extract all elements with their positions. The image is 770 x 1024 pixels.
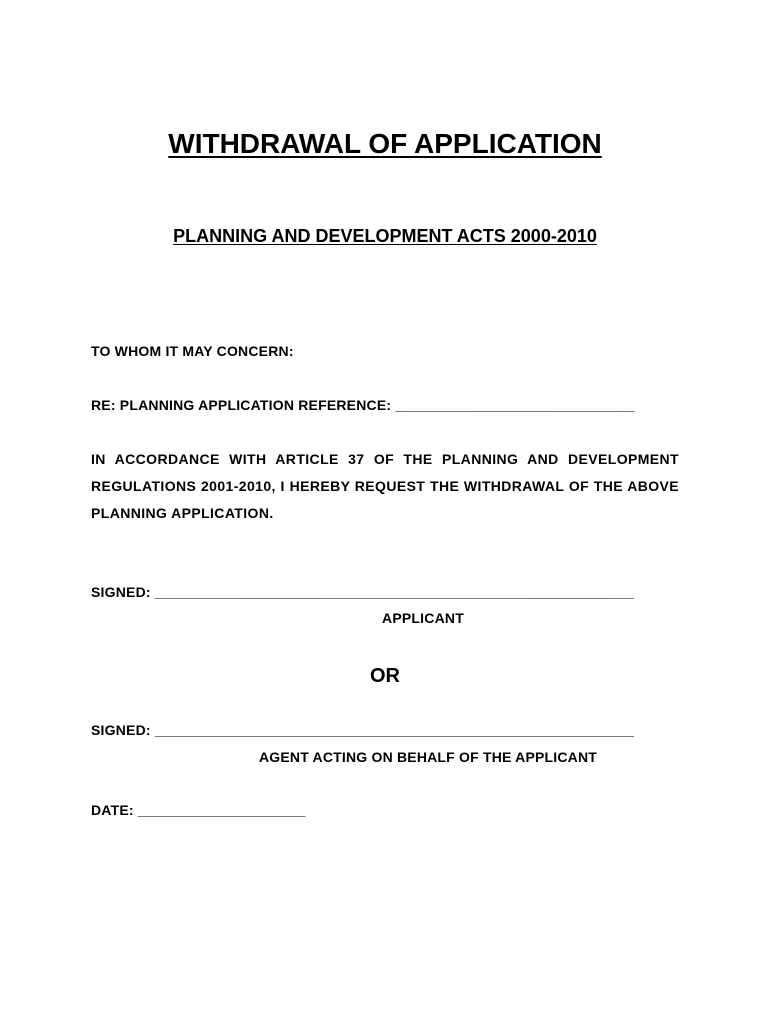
agent-caption: AGENT ACTING ON BEHALF OF THE APPLICANT [258,749,598,765]
salutation: TO WHOM IT MAY CONCERN: [91,343,294,359]
request-paragraph: IN ACCORDANCE WITH ARTICLE 37 OF THE PLANNING AND DEVELOPMENT REGULATIONS 2001-2010, I HEREBY REQUEST THE WITHDRAWAL OF THE ABOVE PLANNING APPLICATION. [91,451,679,521]
agent-signature-line: SIGNED: ____________________________________________________________ [91,722,634,738]
planning-reference-field: RE: PLANNING APPLICATION REFERENCE: ______________________________ [91,397,635,413]
applicant-signature-line: SIGNED: ____________________________________________________________ [91,584,634,600]
applicant-caption: APPLICANT [382,610,464,626]
or-separator: OR [370,665,400,687]
document-subtitle: PLANNING AND DEVELOPMENT ACTS 2000-2010 [173,226,597,246]
date-line: DATE: _____________________ [91,802,306,818]
document-title: WITHDRAWAL OF APPLICATION [168,128,602,159]
